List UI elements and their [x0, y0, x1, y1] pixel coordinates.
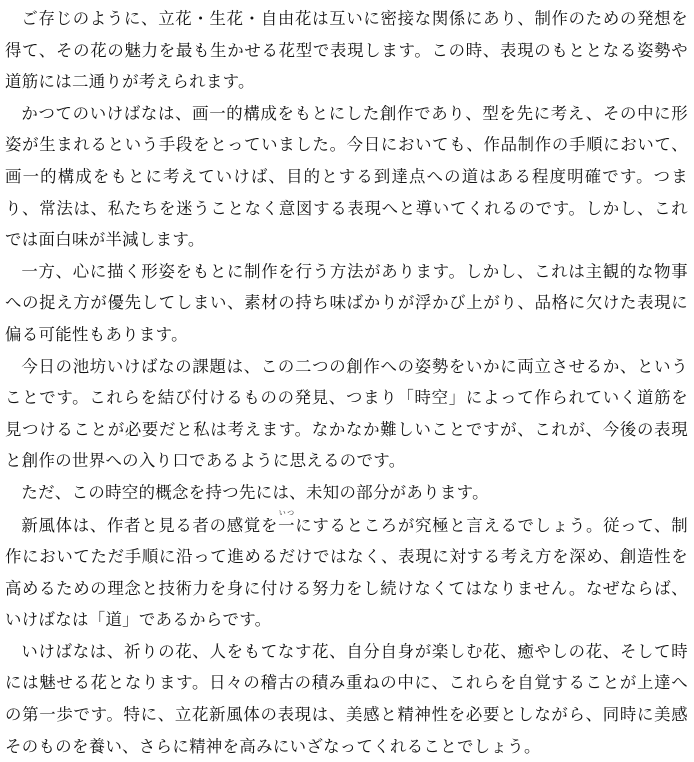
ruby-annotation	[278, 508, 296, 535]
paragraph-6-before: 新風体は、作者と見る者の感覚を	[21, 515, 279, 535]
paragraph-7: いけばなは、祈りの花、人をもてなす花、自分自身が楽しむ花、癒やしの花、そして時には魅せる花となります。日々の稽古の積み重ねの中に、これらを自覚することが上達への第一歩です。特に、立花新風体の表現は、美感と精神性を必要としながら、同時に美感そのものを養い、さらに精神を高みにいざなってくれることでしょう。	[5, 641, 688, 756]
paragraph-2: かつてのいけばなは、画一的構成をもとにした創作であり、型を先に考え、その中に形姿が生まれるという手段をとっていました。今日においても、作品制作の手順において、画一的構成をもとに考えていけば、目的とする到達点への道はある程度明確です。つまり、常法は、私たちを迷うことなく意図する表現へと導いてくれるのです。しかし、これでは面白味が半減します。	[5, 103, 688, 250]
paragraph-6	[5, 509, 688, 636]
paragraph-4: 今日の池坊いけばなの課題は、この二つの創作への姿勢をいかに両立させるか、ということです。これらを結び付けるものの発見、つまり「時空」によって作られていく道筋を見つけることが必要だと私は考えます。なかなか難しいことですが、これが、今後の表現と創作の世界への入り口であるように思えるのです。	[5, 356, 688, 471]
paragraph-5: ただ、この時空的概念を持つ先には、未知の部分があります。	[21, 482, 489, 502]
paragraph-6-after: にするところが究極と言えるでしょう。従って、制作においてただ手順に沿って進めるだけではなく、表現に対する考え方を深め、創造性を高めるための理念と技術力を身に付ける努力をし続けなくてはなりません。なぜならば、いけばなは「道」であるからです。	[5, 515, 688, 630]
paragraph-3: 一方、心に描く形姿をもとに制作を行う方法があります。しかし、これは主観的な物事への捉え方が優先してしまい、素材の持ち味ばかりが浮かび上がり、品格に欠けた表現に偏る可能性もあります。	[5, 261, 688, 344]
ruby-base: 一	[278, 515, 296, 535]
ruby-reading: いつ	[278, 508, 295, 517]
paragraph-1: ご存じのように、立花・生花・自由花は互いに密接な関係にあり、制作のための発想を得て、その花の魅力を最も生かせる花型で表現します。この時、表現のもととなる姿勢や道筋には二通りが考えられます。	[5, 9, 688, 92]
